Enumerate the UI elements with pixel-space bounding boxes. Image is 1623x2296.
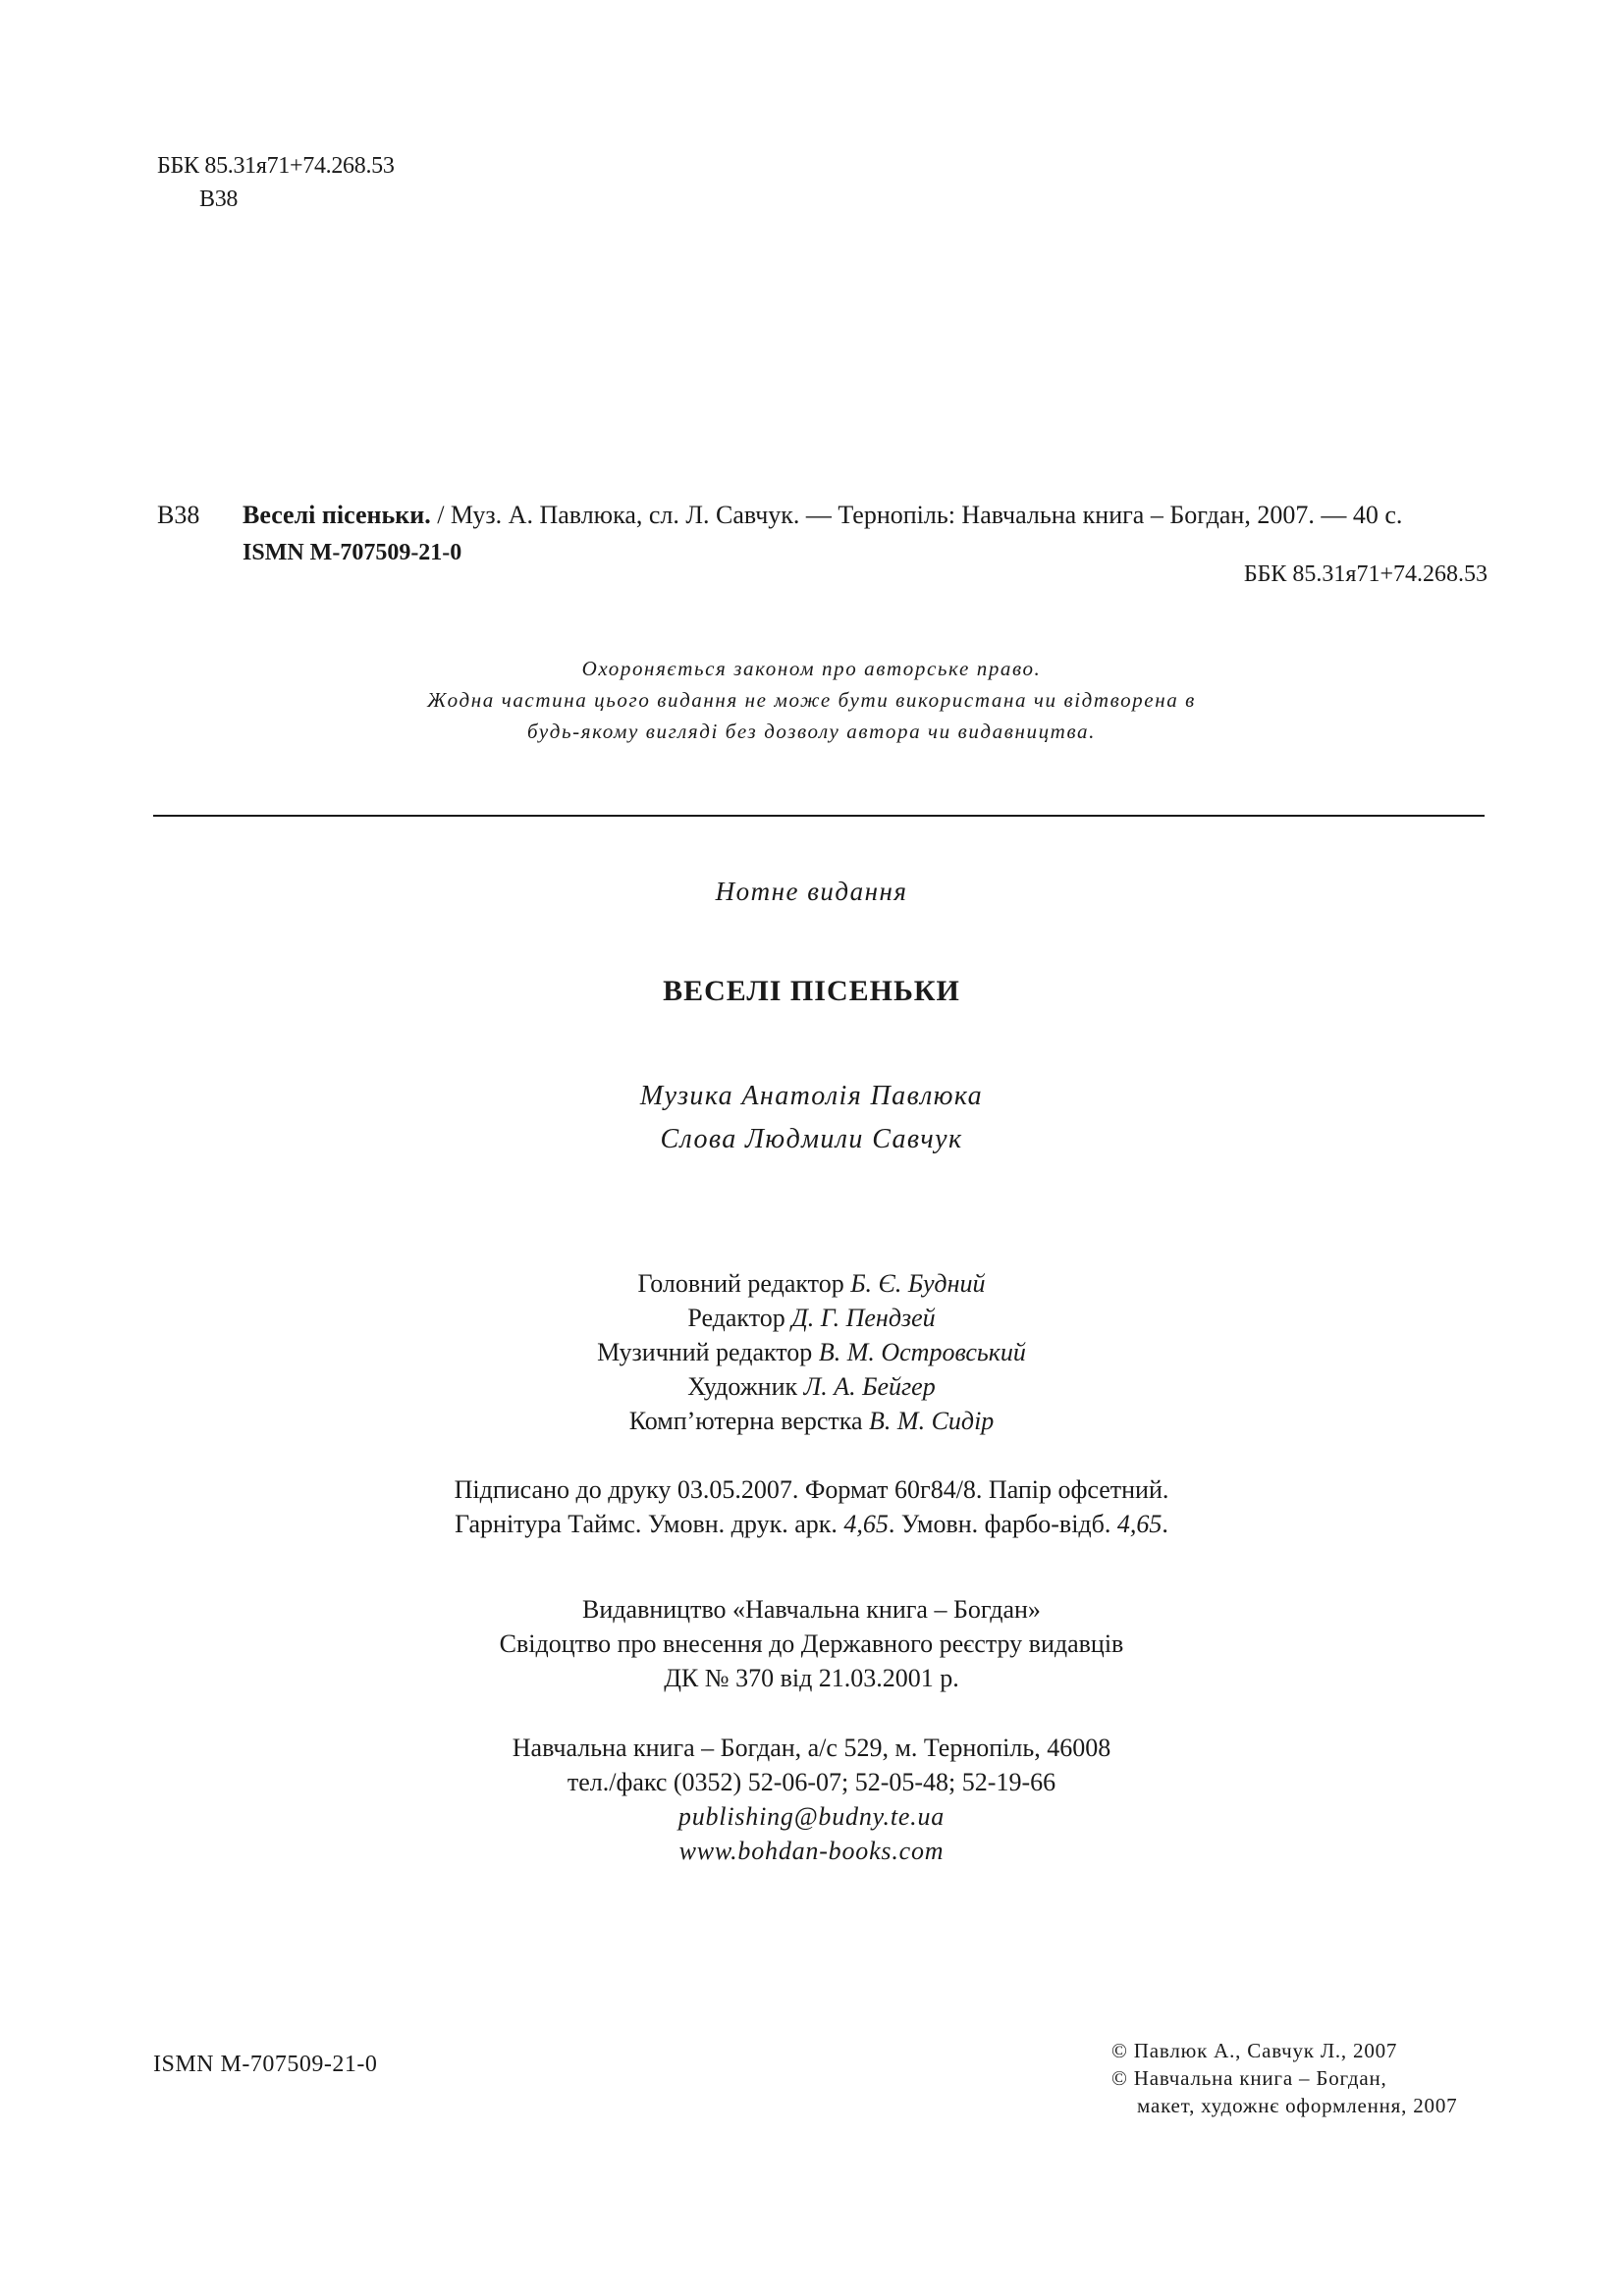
catalog-description: / Муз. А. Павлюка, сл. Л. Савчук. — Тернопіль: Навчальна книга – Богдан, 2007. — 40 с.	[430, 501, 1403, 529]
authors-block	[0, 1075, 1623, 1161]
phone-fax: тел./факс (0352) 52-06-07; 52-05-48; 52-19-66	[567, 1768, 1056, 1796]
music-author: Музика Анатолія Павлюка	[639, 1081, 984, 1111]
bbk-index: ББК 85.31я71+74.268.53	[157, 153, 395, 179]
catalog-title: Веселі пісеньки.	[243, 501, 431, 529]
catalog-isbn: ISMN М-707509-21-0	[243, 540, 462, 565]
catalog-code: В38	[157, 501, 200, 529]
publisher-info: Видавництво «Навчальна книга – Богдан» Свідоцтво про внесення до Державного реєстру видавців ДК № 370 від 21.03.2001 р.	[499, 1595, 1124, 1692]
print-info: Підписано до друку 03.05.2007. Формат 60г84/8. Папір офсетний. Гарнітура Таймс. Умовн. друк. арк. 4,65. Умовн. фарбо-відб. 4,65.	[454, 1475, 1169, 1538]
book-title: ВЕСЕЛІ ПІСЕНЬКИ	[663, 975, 960, 1007]
credit-line: Художник Л. А. Бейгер	[687, 1372, 936, 1401]
publisher-contacts	[0, 1731, 1623, 1868]
catalog-bbk-index: ББК 85.31я71+74.268.53	[1243, 561, 1488, 587]
copyright-notice: Охороняється законом про авторське право. Жодна частина цього видання не може бути використана чи відтворена в будь-якому вигляді без дозволу автора чи видавництва.	[427, 657, 1196, 743]
editorial-credits	[0, 1266, 1623, 1438]
copyright-statements: © Павлюк А., Савчук Л., 2007 © Навчальна книга – Богдан, макет, художнє оформлення, 2007	[1111, 2039, 1458, 2117]
credit-line: Музичний редактор В. М. Островський	[597, 1338, 1026, 1366]
credit-line: Редактор Д. Г. Пендзей	[687, 1304, 936, 1332]
email-link[interactable]: publishing@budny.te.ua	[677, 1802, 946, 1831]
footer-isbn: ISMN М-707509-21-0	[153, 2052, 378, 2077]
credit-line: Комп’ютерна верстка В. М. Сидір	[628, 1407, 995, 1435]
website-link[interactable]: www.bohdan-books.com	[678, 1837, 945, 1865]
lyrics-author: Слова Людмили Савчук	[660, 1124, 963, 1154]
catalog-entry	[243, 499, 1402, 532]
credit-line: Головний редактор Б. Є. Будний	[637, 1269, 986, 1298]
edition-type: Нотне видання	[715, 877, 908, 906]
horizontal-divider	[153, 815, 1485, 817]
author-mark: В38	[199, 187, 239, 212]
postal-address: Навчальна книга – Богдан, а/с 529, м. Тернопіль, 46008	[512, 1734, 1111, 1762]
bbk-index-header	[157, 149, 395, 216]
